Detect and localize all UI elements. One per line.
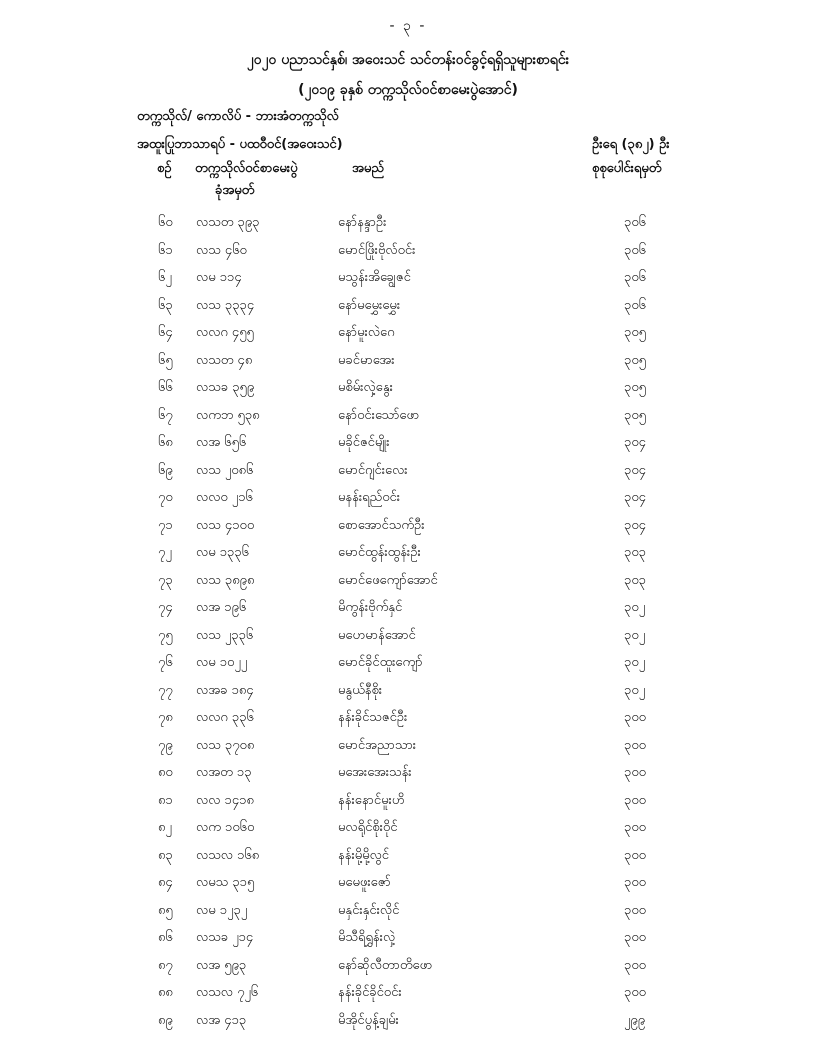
total-mark: ၃၀၀ <box>624 985 646 1000</box>
total-mark: ၃၀၆ <box>624 270 646 285</box>
row-number: ၆၇ <box>158 407 173 423</box>
total-mark: ၃၀၀ <box>624 710 646 725</box>
table-row <box>0 1008 816 1036</box>
page-number: - ၃ - <box>389 18 427 34</box>
student-list <box>0 210 816 1035</box>
header-total-mark: စုစုပေါင်းရမှတ် <box>592 161 662 176</box>
student-name: မောင်ဖေကျော်အောင် <box>338 572 438 588</box>
document-subtitle: (၂၀၁၉ ခုနှစ် တက္ကသိုလ်ဝင်စာမေးပွဲအောင်) <box>298 82 518 98</box>
total-mark: ၃၀၀ <box>624 875 646 890</box>
roll-number: လသလ ၁၆၈ <box>196 847 260 863</box>
student-count: ဦးရေ (၃၈၂) ဦး <box>592 137 670 152</box>
row-number: ၆၈ <box>158 435 173 450</box>
table-row <box>0 705 816 733</box>
roll-number: လလဂ ၃၃၆ <box>196 710 254 725</box>
table-row <box>0 843 816 871</box>
student-name: မခင်မာအေး <box>338 352 395 368</box>
student-name: နန်းခိုင်သဇင်ဦး <box>338 710 408 725</box>
roll-number: လအခ ၁၈၄ <box>196 682 254 698</box>
total-mark: ၂၉၉ <box>624 1012 646 1028</box>
row-number: ၈၂ <box>158 820 172 835</box>
table-row <box>0 980 816 1008</box>
student-name: နော်နန္ဒာဦး <box>338 215 387 230</box>
row-number: ၈၇ <box>158 957 173 973</box>
total-mark: ၃၀၄ <box>624 462 646 478</box>
table-row <box>0 320 816 348</box>
total-mark: ၃၀၂ <box>624 627 646 643</box>
student-name: မအေးအေးသန်း <box>338 765 412 780</box>
header-name: အမည် <box>352 161 384 176</box>
roll-number: လသ ၄၆၀ <box>196 242 247 258</box>
total-mark: ၃၀၄ <box>624 435 646 450</box>
roll-number: လသ ၃၃၃၄ <box>196 297 255 313</box>
total-mark: ၃၀၀ <box>624 930 646 945</box>
roll-number: လသလ ၇၂၆ <box>196 985 259 1000</box>
row-number: ၈၃ <box>158 847 173 863</box>
total-mark: ၃၀၆ <box>624 297 646 313</box>
roll-number: လလ ၁၄၁၈ <box>196 792 254 808</box>
total-mark: ၃၀၀ <box>624 820 646 835</box>
table-row <box>0 733 816 761</box>
row-number: ၇၂ <box>158 545 172 560</box>
roll-number: လသ ၄၁၀၀ <box>196 517 255 533</box>
roll-number: လက ၁၀၆၀ <box>196 820 255 835</box>
total-mark: ၃၀၅ <box>624 380 646 395</box>
total-mark: ၃၀၂ <box>624 655 646 670</box>
roll-number: လသတ ၃၉၃ <box>196 215 260 230</box>
department-line: အထူးပြုဘာသာရပ် - ပထဝီဝင်(အဝေးသင်) <box>137 137 343 152</box>
roll-number: လသ ၃၇၀၈ <box>196 737 255 753</box>
row-number: ၆၉ <box>158 462 173 478</box>
roll-number: လမ ၁၃၃၆ <box>196 545 249 560</box>
row-number: ၈၅ <box>158 902 173 918</box>
student-name: နန်းမို့မို့လွင် <box>338 847 390 863</box>
student-name: နော်မူးလဲဂေ <box>338 325 395 340</box>
student-name: မမေဖူးဇော် <box>338 875 391 890</box>
student-name: မခိုင်ဇင်မျိုး <box>338 435 390 450</box>
table-row <box>0 678 816 706</box>
student-name: မဟေမာန်အောင် <box>338 627 416 643</box>
table-row <box>0 375 816 403</box>
row-number: ၈၁ <box>158 792 173 808</box>
roll-number: လမ ၁၁၄ <box>196 270 242 285</box>
table-row <box>0 265 816 293</box>
row-number: ၆၀ <box>158 215 173 230</box>
roll-number: လမ ၁၀၂၂ <box>196 655 248 670</box>
total-mark: ၃၀၀ <box>624 847 646 863</box>
roll-number: လအ ၁၉၆ <box>196 600 247 615</box>
total-mark: ၃၀၃ <box>624 545 646 560</box>
row-number: ၇၆ <box>158 655 173 670</box>
student-name: မလရိုင်စိုးဝိုင် <box>338 820 398 835</box>
row-number: ၈၉ <box>158 1012 173 1028</box>
student-name: နော်ဆိုလီတာတိဖော <box>338 957 433 973</box>
total-mark: ၃၀၀ <box>624 765 646 780</box>
student-name: မနွယ်နီစိုး <box>338 682 383 698</box>
table-row <box>0 210 816 238</box>
roll-number: လလဝ ၂၁၆ <box>196 490 253 505</box>
university-line: တက္ကသိုလ်/ ကောလိပ် - ဘားအံတက္ကသိုလ် <box>137 109 339 124</box>
table-row <box>0 568 816 596</box>
table-row <box>0 595 816 623</box>
table-row <box>0 623 816 651</box>
table-row <box>0 788 816 816</box>
header-roll-number: တက္ကသိုလ်ဝင်စာမေးပွဲ <box>195 161 298 176</box>
table-row <box>0 925 816 953</box>
table-row <box>0 430 816 458</box>
row-number: ၇၄ <box>158 600 173 615</box>
student-name: မသွန်းအိချွေဇင် <box>338 270 411 285</box>
total-mark: ၃၀၅ <box>624 325 646 340</box>
student-name: မောင်ဂျင်းလေး <box>338 462 408 478</box>
table-row <box>0 238 816 266</box>
header-roll-number-line2: ခုံအမှတ် <box>215 183 255 198</box>
row-number: ၆၃ <box>158 297 173 313</box>
roll-number: လအ ၆၅၆ <box>196 435 247 450</box>
table-row <box>0 293 816 321</box>
header-no: စဉ် <box>157 161 172 176</box>
table-row <box>0 760 816 788</box>
row-number: ၈၄ <box>158 875 173 890</box>
table-row <box>0 458 816 486</box>
roll-number: လအ ၅၉၃ <box>196 957 247 973</box>
row-number: ၆၄ <box>158 325 173 340</box>
total-mark: ၃၀၆ <box>624 242 646 258</box>
student-name: မောင်ခိုင်ထူးကျော် <box>338 655 423 670</box>
table-row <box>0 540 816 568</box>
row-number: ၇၇ <box>158 682 173 698</box>
student-name: မောင်ထွန်းထွန်းဦး <box>338 545 421 560</box>
total-mark: ၃၀၆ <box>624 215 646 230</box>
student-name: မောင်အညာသား <box>338 737 417 753</box>
student-name: မိသီရိရွှန်းလှဲ့ <box>338 930 396 945</box>
student-name: နော်မမွှေးမွှေး <box>338 297 401 313</box>
student-name: မောင်ဖြိုးဗိုလ်ဝင်း <box>338 242 416 258</box>
row-number: ၈၈ <box>158 985 173 1000</box>
student-name: မနှင်းနှင်းလိုင် <box>338 902 400 918</box>
student-name: နန်းနောင်မူးဟိ <box>338 792 405 808</box>
row-number: ၇၁ <box>158 517 173 533</box>
total-mark: ၃၀၀ <box>624 957 646 973</box>
student-name: နန်းခိုင်ခိုင်ဝင်း <box>338 985 402 1000</box>
roll-number: လကဘ ၅၃၈ <box>196 407 260 423</box>
total-mark: ၃၀၄ <box>624 517 646 533</box>
row-number: ၈၆ <box>158 930 173 945</box>
total-mark: ၃၀၀ <box>624 737 646 753</box>
roll-number: လအတ ၁၃ <box>196 765 252 780</box>
total-mark: ၃၀၅ <box>624 352 646 368</box>
roll-number: လသ ၂၃၃၆ <box>196 627 254 643</box>
roll-number: လသ ၂၀၈၆ <box>196 462 254 478</box>
total-mark: ၃၀၅ <box>624 407 646 423</box>
table-row <box>0 815 816 843</box>
roll-number: လသ ၃၈၉၈ <box>196 572 255 588</box>
total-mark: ၃၀၀ <box>624 902 646 918</box>
roll-number: လသခ ၃၅၉ <box>196 380 255 395</box>
row-number: ၆၆ <box>158 380 173 395</box>
table-row <box>0 348 816 376</box>
total-mark: ၃၀၂ <box>624 600 646 615</box>
table-row <box>0 513 816 541</box>
student-name: မနန်းရည်ဝင်း <box>338 490 401 505</box>
student-name: နော်ဝင်းသော်ဖော <box>338 407 420 423</box>
table-row <box>0 953 816 981</box>
student-name: စောအောင်သက်ဦး <box>338 517 425 533</box>
table-row <box>0 403 816 431</box>
row-number: ၇၈ <box>158 710 173 725</box>
table-row <box>0 898 816 926</box>
row-number: ၈၀ <box>158 765 173 780</box>
roll-number: လသခ ၂၁၄ <box>196 930 254 945</box>
table-row <box>0 485 816 513</box>
row-number: ၇၃ <box>158 572 173 588</box>
total-mark: ၃၀၂ <box>624 682 646 698</box>
roll-number: လသတ ၄၈ <box>196 352 253 368</box>
row-number: ၆၅ <box>158 352 173 368</box>
total-mark: ၃၀၃ <box>624 572 646 588</box>
document-title: ၂၀၂၀ ပညာသင်နှစ်၊ အဝေးသင် သင်တန်းဝင်ခွင့်ရရှိသူများစာရင်း <box>246 52 570 68</box>
roll-number: လအ ၄၁၃ <box>196 1012 247 1028</box>
table-row <box>0 650 816 678</box>
row-number: ၆၂ <box>158 270 172 285</box>
row-number: ၆၁ <box>158 242 173 258</box>
student-name: မိအိုင်ပွန့်ချမ်း <box>338 1012 399 1028</box>
roll-number: လမ ၁၂၃၂ <box>196 902 248 918</box>
total-mark: ၃၀၀ <box>624 792 646 808</box>
roll-number: လမသ ၃၁၅ <box>196 875 255 890</box>
total-mark: ၃၀၄ <box>624 490 646 505</box>
roll-number: လလဂ ၄၅၅ <box>196 325 254 340</box>
row-number: ၇၀ <box>158 490 173 505</box>
row-number: ၇၉ <box>158 737 173 753</box>
student-name: မစိမ်းလှဲ့နွေး <box>338 380 393 395</box>
row-number: ၇၅ <box>158 627 173 643</box>
table-row <box>0 870 816 898</box>
student-name: မိကွန်းဗိုက်နှင် <box>338 600 403 615</box>
